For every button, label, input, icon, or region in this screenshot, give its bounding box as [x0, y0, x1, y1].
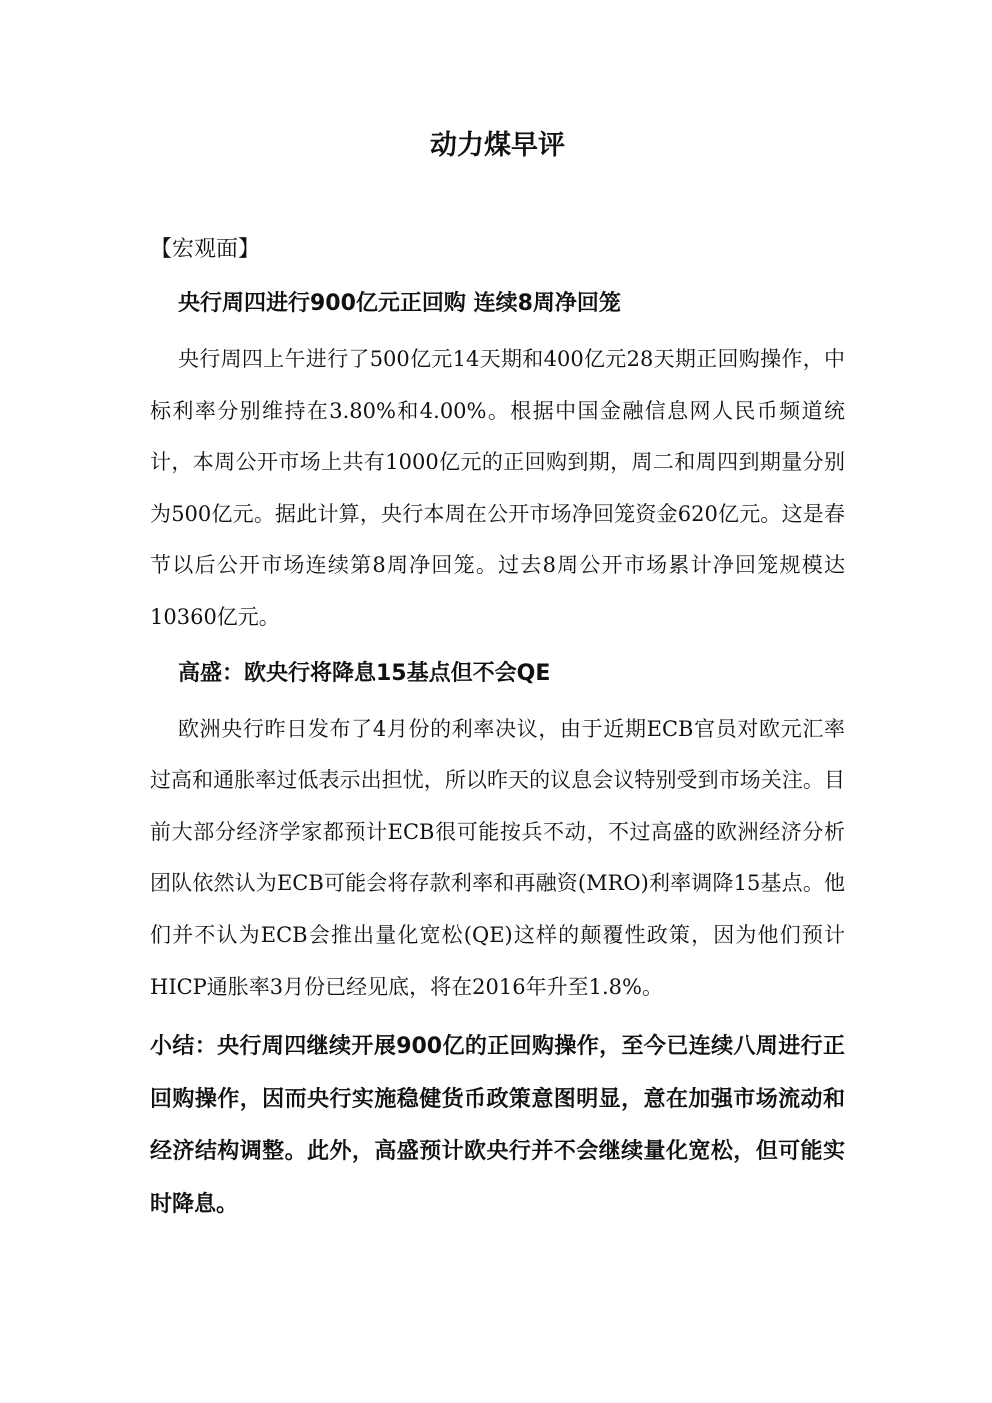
article-paragraph-goldman-ecb: 欧洲央行昨日发布了4月份的利率决议，由于近期ECB官员对欧元汇率过高和通胀率过低表示出担忧，所以昨天的议息会议特别受到市场关注。目前大部分经济学家都预计ECB很可能按兵不动，不过高盛的欧洲经济分析团队依然认为ECB可能会将存款利率和再融资(MRO)利率调降15基点。他们并不认为ECB会推出量化宽松(QE)这样的颠覆性政策，因为他们预计HICP通胀率3月份已经见底，将在2016年升至1.8%。: [150, 716, 845, 999]
article-headline-pboc-repo: 央行周四进行900亿元正回购 连续8周净回笼: [178, 291, 621, 316]
summary-paragraph: 小结：央行周四继续开展900亿的正回购操作，至今已连续八周进行正回购操作，因而央行实施稳健货币政策意图明显，意在加强市场流动和经济结构调整。此外，高盛预计欧央行并不会继续量化宽松，但可能实时降息。: [150, 1034, 845, 1217]
article-headline-goldman-ecb: 高盛：欧央行将降息15基点但不会QE: [178, 660, 551, 686]
document-title: 动力煤早评: [430, 130, 565, 161]
document-body: [150, 282, 845, 1231]
section-tag-macro: 【宏观面】: [150, 237, 261, 262]
article-paragraph-pboc-repo: 央行周四上午进行了500亿元14天期和400亿元28天期正回购操作，中标利率分别维持在3.80%和4.00%。根据中国金融信息网人民币频道统计，本周公开市场上共有1000亿元的正回购到期，周二和周四到期量分别为500亿元。据此计算，央行本周在公开市场净回笼资金620亿元。这是春节以后公开市场连续第8周净回笼。过去8周公开市场累计净回笼规模达10360亿元。: [150, 347, 845, 629]
